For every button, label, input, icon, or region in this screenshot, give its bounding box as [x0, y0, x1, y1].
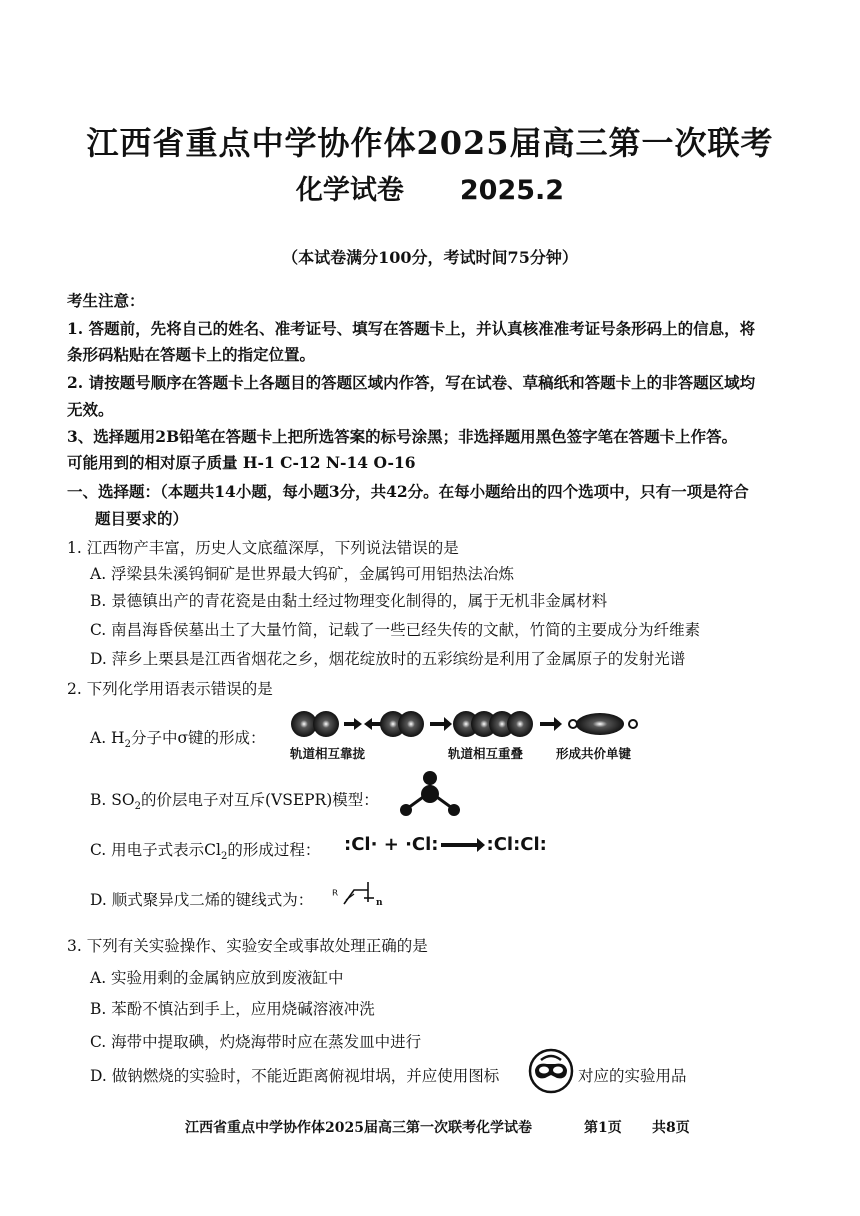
footer-exam-name: 江西省重点中学协作体2025届高三第一次联考化学试卷: [185, 1120, 532, 1136]
q2-option-a: [90, 726, 266, 750]
reaction-arrow-icon: [441, 843, 479, 847]
q3-option-d-pre: D. 做钠燃烧的实验时，不能近距离俯视坩埚，并应使用图标: [90, 1067, 500, 1085]
orbital-approach-icon: [291, 711, 339, 737]
covalent-bond-icon: [569, 713, 637, 735]
arrows-approach-icon: [344, 718, 382, 730]
q2-option-d: D. 顺式聚异戊二烯的键线式为：: [90, 891, 314, 909]
subject-name: 化学试卷: [295, 175, 404, 206]
notice-item-3: 3、选择题用2B铅笔在答题卡上把所选答案的标号涂黑；非选择题用黑色签字笔在答题卡上作答。: [67, 427, 738, 446]
q2-b-text-pre: B. SO: [90, 791, 135, 809]
vsepr-model-icon: [394, 770, 466, 822]
orbital-overlap-icon: [453, 711, 533, 737]
exam-info: （本试卷满分100分，考试时间75分钟）: [282, 248, 578, 267]
q3-option-d-post: 对应的实验用品: [578, 1067, 687, 1085]
q2-option-c: [90, 838, 320, 862]
q1-option-c: C. 南昌海昏侯墓出土了大量竹简，记载了一些已经失传的文献，竹简的主要成分为纤维素: [90, 621, 701, 639]
label-orbitals-approach: 轨道相互靠拢: [290, 746, 366, 761]
exam-date: 2025.2: [459, 175, 565, 206]
q2-option-b: [90, 788, 379, 812]
q2-b-text-post: 的价层电子对互斥(VSEPR)模型：: [140, 791, 379, 809]
q2-a-subscript: 2: [124, 739, 131, 751]
section-1-heading-cont: 题目要求的）: [95, 509, 189, 528]
goggles-icon: [527, 1048, 575, 1094]
q2-c-text-pre: C. 用电子式表示Cl: [90, 841, 221, 859]
plus-sign: +: [383, 834, 399, 855]
q3-option-a: A. 实验用剩的金属钠应放到废液缸中: [90, 969, 344, 987]
cl-atom-right: ·Cl:: [405, 834, 439, 855]
cl-atom-left: :Cl·: [344, 834, 378, 855]
cl2-electron-formula: [344, 834, 547, 855]
notice-item-2-line-2: 无效。: [67, 400, 114, 419]
notice-item-2-line-1: 2. 请按题号顺序在答题卡上各题目的答题区域内作答，写在试卷、草稿纸和答题卡上的非答题区域均: [67, 373, 756, 392]
q1-option-d: D. 萍乡上栗县是江西省烟花之乡，烟花绽放时的五彩缤纷是利用了金属原子的发射光谱: [90, 650, 686, 668]
q2-stem: 2. 下列化学用语表示错误的是: [67, 680, 273, 698]
label-orbitals-overlap: 轨道相互重叠: [448, 746, 524, 761]
cl2-molecule: :Cl:Cl:: [486, 834, 547, 855]
footer-total-pages: 共8页: [652, 1120, 690, 1136]
footer-page-number: 第1页: [584, 1120, 622, 1136]
q1-option-b: B. 景德镇出产的青花瓷是由黏土经过物理变化制得的，属于无机非金属材料: [90, 592, 608, 610]
q2-b-subscript: 2: [134, 801, 141, 813]
q1-option-a: A. 浮梁县朱溪钨铜矿是世界最大钨矿，金属钨可用铝热法冶炼: [90, 565, 515, 583]
svg-text:ᴿ: ᴿ: [332, 888, 339, 904]
atomic-mass-line: 可能用到的相对原子质量 H-1 C-12 N-14 O-16: [67, 453, 416, 472]
exam-subtitle: [0, 168, 860, 207]
polymer-subscript: n: [376, 898, 383, 908]
orbital-merging-icon: [380, 711, 424, 737]
q3-option-b: B. 苯酚不慎沾到手上，应用烧碱溶液冲洗: [90, 1000, 375, 1018]
notice-heading: 考生注意：: [67, 291, 145, 310]
exam-title: 江西省重点中学协作体2025届高三第一次联考: [86, 124, 774, 162]
q2-a-text-post: 分子中σ键的形成：: [130, 729, 266, 747]
q3-stem: 3. 下列有关实验操作、实验安全或事故处理正确的是: [67, 937, 428, 955]
arrow-right-icon: [540, 717, 562, 731]
q1-stem: 1. 江西物产丰富，历史人文底蕴深厚，下列说法错误的是: [67, 539, 459, 557]
q2-c-text-post: 的形成过程：: [227, 841, 321, 859]
section-1-heading: 一、选择题：（本题共14小题，每小题3分，共42分。在每小题给出的四个选项中，只有一项是符合: [67, 482, 749, 501]
q2-c-subscript: 2: [220, 851, 228, 863]
notice-item-1-line-2: 条形码粘贴在答题卡上的指定位置。: [67, 345, 316, 364]
sigma-bond-formation-diagram: [290, 700, 650, 750]
label-covalent-bond: 形成共价单键: [556, 746, 632, 761]
notice-item-1-line-1: 1. 答题前，先将自己的姓名、准考证号、填写在答题卡上，并认真核准准考证号条形码上的信息，将: [67, 319, 756, 338]
q3-option-c: C. 海带中提取碘，灼烧海带时应在蒸发皿中进行: [90, 1033, 422, 1051]
arrow-right-icon: [430, 717, 452, 731]
q2-a-text-pre: A. H: [90, 729, 125, 747]
